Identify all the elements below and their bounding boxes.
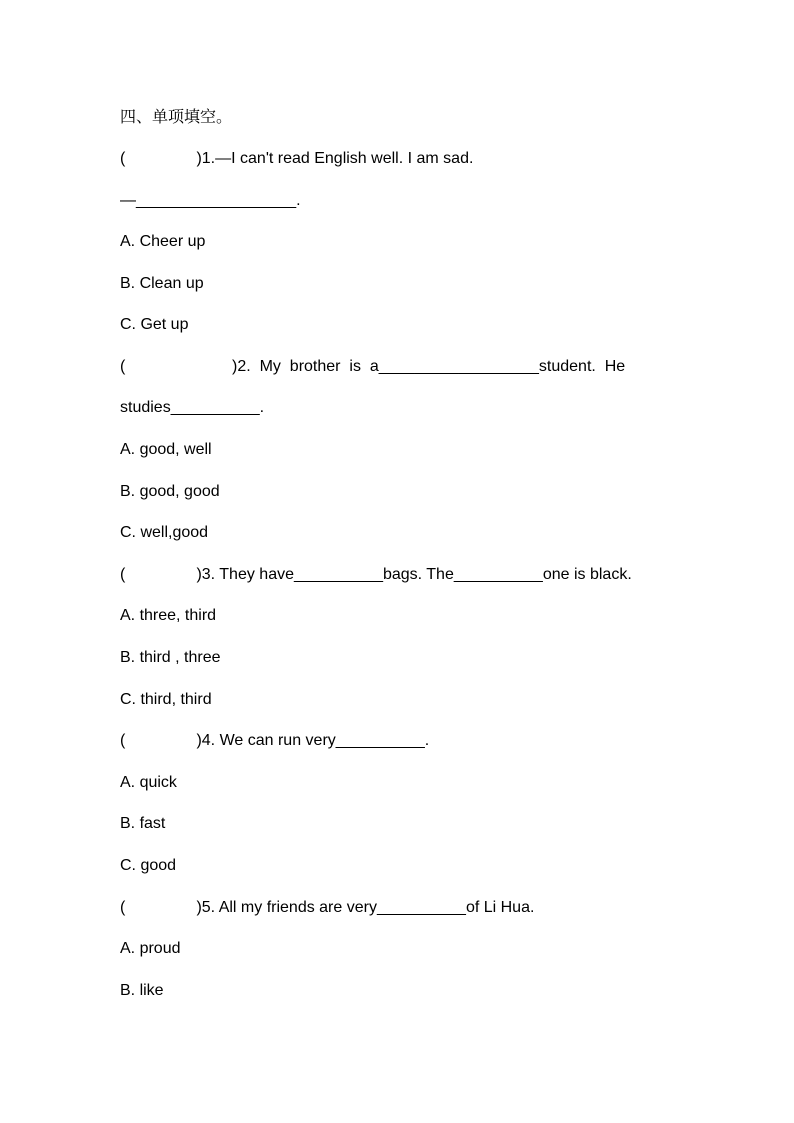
question-1-stem-continued: —__________________. <box>120 192 301 209</box>
question-2-option-b: B. good, good <box>120 483 220 500</box>
question-3-option-b: B. third , three <box>120 649 221 666</box>
question-2-option-c: C. well,good <box>120 524 209 541</box>
question-1-stem: ( )1.—I can't read English well. I am sad. <box>120 150 474 167</box>
question-3-option-c: C. third, third <box>120 691 212 708</box>
question-3-option-a: A. three, third <box>120 607 217 624</box>
question-4-option-b: B. fast <box>120 815 166 832</box>
question-4-option-c: C. good <box>120 857 177 874</box>
question-2-option-a: A. good, well <box>120 441 212 458</box>
question-5-option-a: A. proud <box>120 940 181 957</box>
question-2-stem: ( )2. My brother is a__________________student. He <box>120 358 626 375</box>
question-1-option-a: A. Cheer up <box>120 233 206 250</box>
question-4-option-a: A. quick <box>120 774 177 791</box>
section-title: 四、单项填空。 <box>120 107 233 126</box>
question-2-stem-continued: studies__________. <box>120 399 265 416</box>
question-5-option-b: B. like <box>120 982 164 999</box>
question-1-option-c: C. Get up <box>120 316 189 333</box>
question-1-option-b: B. Clean up <box>120 275 204 292</box>
question-4-stem: ( )4. We can run very__________. <box>120 732 430 749</box>
question-3-stem: ( )3. They have__________bags. The__________one is black. <box>120 566 632 583</box>
question-5-stem: ( )5. All my friends are very__________of Li Hua. <box>120 899 535 916</box>
